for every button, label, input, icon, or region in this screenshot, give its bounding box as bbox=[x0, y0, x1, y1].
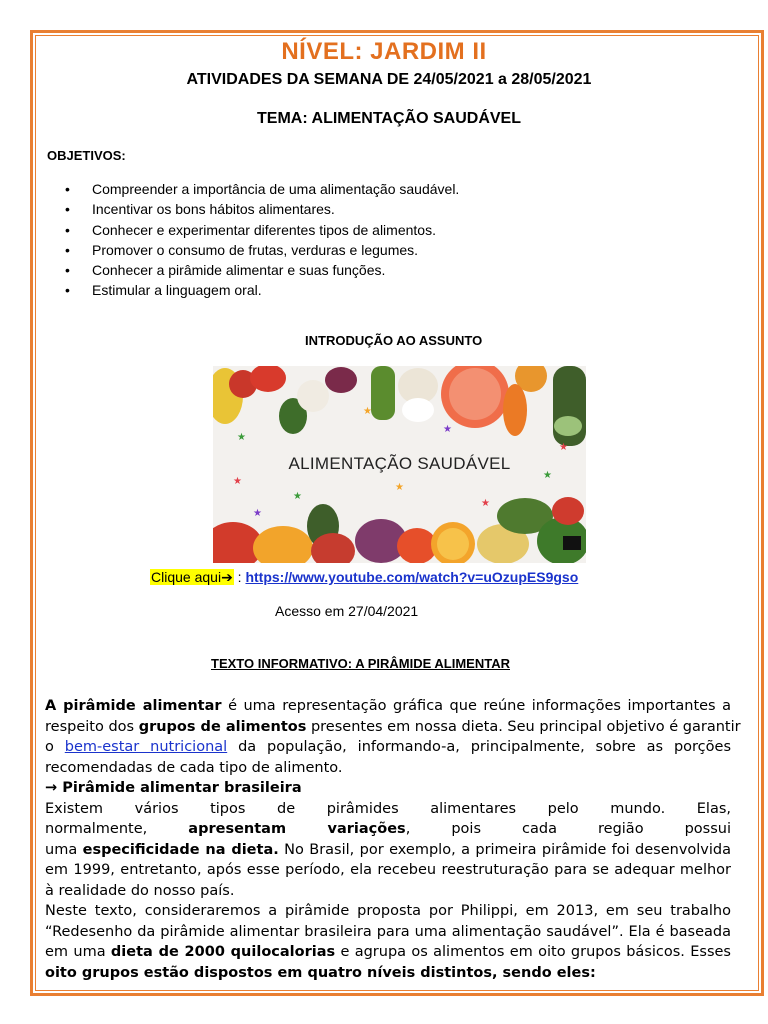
info-heading: TEXTO INFORMATIVO: A PIRÂMIDE ALIMENTAR bbox=[211, 656, 510, 671]
paragraph-intro: A pirâmide alimentar é uma representação gráfica que reúne informações importantes a respeito dos grupos de alimentos presentes em nossa dieta. Seu principal objetivo é garantir o bem-estar nutricional da população, informando-a, principalmente, sobre as porções recomendadas de cada tipo de alimento. → Pirâmide alimentar brasileira Existem vários tipos de pirâmides alimentares pelo mundo. Elas, normalmente, apresentam variações, pois cada região possui uma especificidade na dieta. No Brasil, por exemplo, a primeira pirâmide foi desenvolvida em 1999, entretanto, após esse período, ela recebeu reestruturação para se adequar melhor à realidade do nosso país. Neste texto, consideraremos a pirâmide proposta por Philippi, em 2013, em seu trabalho “Redesenho da pirâmide alimentar brasileira para uma alimentação saudável”. Ela é baseada em uma dieta de 2000 quilocalorias e agrupa os alimentos em oito grupos básicos. Esses oito grupos estão dispostos em quatro níveis distintos, sendo eles: bbox=[45, 698, 741, 981]
access-date: Acesso em 27/04/2021 bbox=[275, 603, 419, 619]
svg-text:★: ★ bbox=[543, 470, 552, 481]
svg-text:★: ★ bbox=[253, 508, 262, 519]
objective-item: • Incentivar os bons hábitos alimentares. bbox=[65, 200, 459, 218]
svg-text:★: ★ bbox=[363, 406, 372, 417]
theme-title: TEMA: ALIMENTAÇÃO SAUDÁVEL bbox=[257, 110, 521, 127]
healthy-food-banner-image bbox=[213, 366, 586, 563]
level-title: NÍVEL: JARDIM II bbox=[281, 38, 487, 65]
svg-text:★: ★ bbox=[559, 442, 568, 453]
svg-text:★: ★ bbox=[233, 476, 242, 487]
click-here-label[interactable]: Clique aqui➔ bbox=[151, 569, 233, 586]
svg-text:★: ★ bbox=[443, 424, 452, 435]
objective-item: • Promover o consumo de frutas, verduras e legumes. bbox=[65, 241, 459, 261]
objective-item: • Conhecer e experimentar diferentes tipos de alimentos. bbox=[65, 221, 459, 241]
svg-text:★: ★ bbox=[237, 432, 246, 443]
svg-text:★: ★ bbox=[481, 498, 490, 509]
arrow-right-icon: ➔ bbox=[221, 570, 233, 586]
banner-caption: ALIMENTAÇÃO SAUDÁVEL bbox=[288, 454, 511, 473]
youtube-link[interactable]: https://www.youtube.com/watch?v=uOzupES9gso bbox=[245, 569, 579, 585]
video-link-line bbox=[150, 569, 578, 586]
objectives-list bbox=[65, 180, 459, 301]
subheading-brazilian-pyramid: → Pirâmide alimentar brasileira bbox=[45, 780, 302, 796]
objective-item: • Conhecer a pirâmide alimentar e suas funções. bbox=[65, 261, 459, 281]
nutritional-wellbeing-link[interactable]: bem-estar nutricional bbox=[64, 739, 228, 755]
svg-text:★: ★ bbox=[293, 491, 302, 502]
objective-item: • Estimular a linguagem oral. bbox=[65, 281, 459, 301]
intro-heading: INTRODUÇÃO AO ASSUNTO bbox=[305, 333, 483, 348]
objective-item: • Compreender a importância de uma alimentação saudável. bbox=[65, 180, 459, 200]
objectives-heading: OBJETIVOS: bbox=[47, 148, 126, 163]
week-title: ATIVIDADES DA SEMANA DE 24/05/2021 a 28/05/2021 bbox=[186, 71, 592, 88]
link-separator: : bbox=[233, 569, 246, 585]
svg-text:★: ★ bbox=[395, 482, 404, 493]
